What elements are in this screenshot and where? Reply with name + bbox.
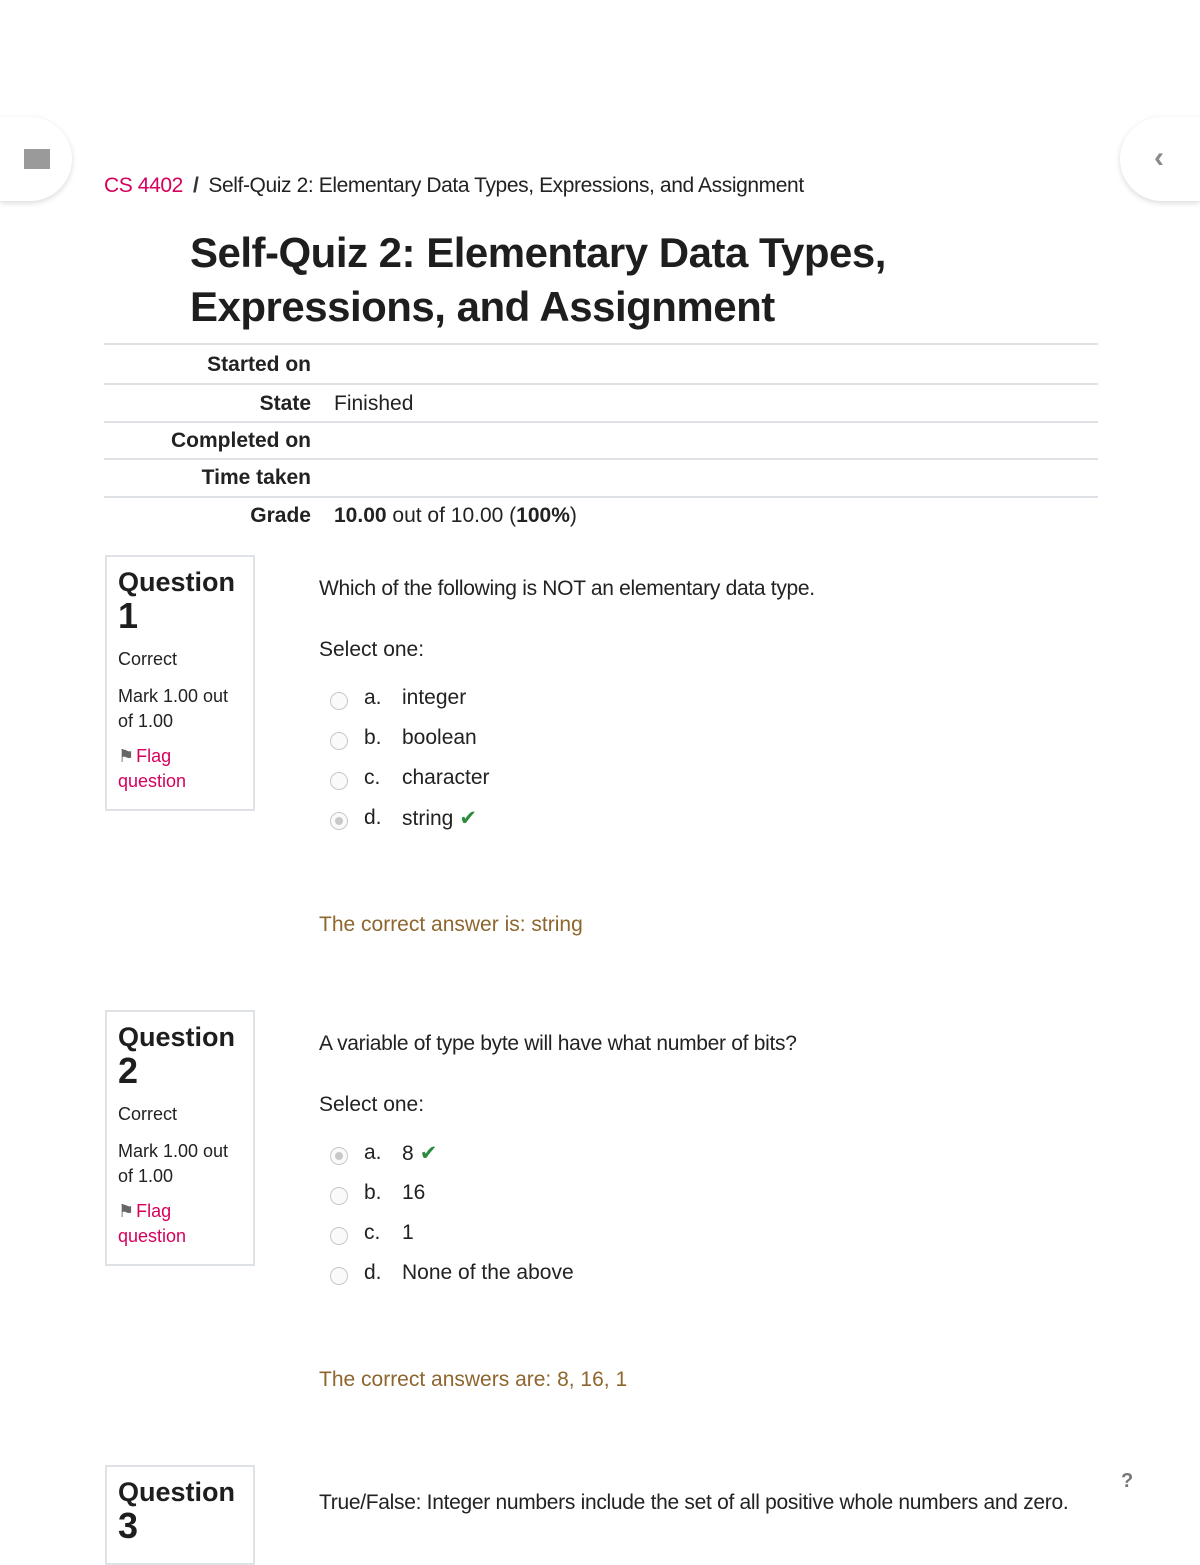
option-text: 8 bbox=[402, 1142, 414, 1165]
help-icon[interactable]: ? bbox=[1121, 1470, 1134, 1492]
flag-question-label: Flag question bbox=[118, 1201, 187, 1246]
time-taken-label: Time taken bbox=[201, 466, 311, 489]
option-letter: a. bbox=[364, 686, 382, 709]
state-value: Finished bbox=[334, 392, 414, 415]
check-icon: ✔ bbox=[419, 1142, 438, 1165]
started-on-label: Started on bbox=[207, 353, 311, 376]
question-state: Correct bbox=[118, 1104, 178, 1124]
summary-row-grade bbox=[104, 496, 1098, 538]
question-state: Correct bbox=[118, 649, 178, 669]
question-number: 2 bbox=[118, 1050, 139, 1091]
question-2-right-answer: The correct answers are: 8, 16, 1 bbox=[319, 1368, 628, 1391]
question-2-text: A variable of type byte will have what number of bits? bbox=[319, 1032, 797, 1055]
grade-percent: 100% bbox=[516, 504, 570, 527]
summary-row-completed bbox=[104, 421, 1098, 458]
attempt-summary-table bbox=[104, 343, 1098, 538]
radio-button-checked[interactable] bbox=[330, 812, 348, 830]
summary-row-time bbox=[104, 458, 1098, 496]
page-title: Self-Quiz 2: Elementary Data Types, Expressions, and Assignment bbox=[190, 229, 886, 330]
flag-question-link[interactable] bbox=[118, 1199, 243, 1249]
option-letter: d. bbox=[364, 1261, 382, 1284]
option-text: character bbox=[402, 766, 490, 789]
chevron-left-icon: ‹ bbox=[1154, 141, 1164, 174]
drawer-toggle-button[interactable] bbox=[0, 117, 72, 201]
breadcrumb bbox=[104, 174, 804, 198]
radio-button[interactable] bbox=[330, 1267, 348, 1285]
breadcrumb-course-link[interactable]: CS 4402 bbox=[104, 174, 183, 197]
breadcrumb-separator: / bbox=[192, 174, 199, 197]
radio-button[interactable] bbox=[330, 732, 348, 750]
question-1-info bbox=[105, 555, 255, 811]
grade-max: out of 10.00 ( bbox=[386, 504, 517, 527]
summary-row-started bbox=[104, 343, 1098, 383]
summary-row-state bbox=[104, 383, 1098, 421]
question-1-right-answer: The correct answer is: string bbox=[319, 913, 583, 936]
option-text: integer bbox=[402, 686, 467, 709]
radio-button[interactable] bbox=[330, 1187, 348, 1205]
radio-button-checked[interactable] bbox=[330, 1147, 348, 1165]
menu-icon bbox=[24, 149, 50, 169]
question-3-info bbox=[105, 1465, 255, 1565]
flag-question-label: Flag question bbox=[118, 746, 187, 791]
question-number: 1 bbox=[118, 595, 139, 636]
option-text: 1 bbox=[402, 1221, 414, 1244]
question-number: 3 bbox=[118, 1505, 139, 1546]
option-letter: b. bbox=[364, 726, 382, 749]
right-drawer-toggle-button[interactable] bbox=[1120, 117, 1200, 201]
option-text: boolean bbox=[402, 726, 477, 749]
flag-icon: ⚑ bbox=[118, 746, 135, 766]
question-label: Question bbox=[118, 1022, 236, 1052]
breadcrumb-current[interactable]: Self-Quiz 2: Elementary Data Types, Expressions, and Assignment bbox=[208, 174, 804, 197]
completed-on-label: Completed on bbox=[171, 429, 311, 452]
question-3-text: True/False: Integer numbers include the set of all positive whole numbers and zero. bbox=[319, 1491, 1069, 1514]
flag-question-link[interactable] bbox=[118, 744, 243, 794]
state-label: State bbox=[259, 392, 311, 415]
flag-icon: ⚑ bbox=[118, 1201, 135, 1221]
option-letter: a. bbox=[364, 1141, 382, 1164]
radio-button[interactable] bbox=[330, 692, 348, 710]
option-text: 16 bbox=[402, 1181, 426, 1204]
question-label: Question bbox=[118, 567, 236, 597]
option-text-wrap bbox=[402, 806, 477, 831]
option-letter: c. bbox=[364, 1221, 381, 1244]
radio-button[interactable] bbox=[330, 1227, 348, 1245]
question-1-prompt: Select one: bbox=[319, 638, 425, 661]
radio-button[interactable] bbox=[330, 772, 348, 790]
question-2-prompt: Select one: bbox=[319, 1093, 425, 1116]
grade-label: Grade bbox=[250, 504, 311, 527]
question-mark: Mark 1.00 out of 1.00 bbox=[118, 1141, 229, 1186]
question-mark: Mark 1.00 out of 1.00 bbox=[118, 686, 229, 731]
grade-close: ) bbox=[569, 504, 577, 527]
option-text-wrap bbox=[402, 1141, 437, 1166]
check-icon: ✔ bbox=[459, 807, 477, 830]
question-label: Question bbox=[118, 1477, 236, 1507]
question-2-info bbox=[105, 1010, 255, 1266]
option-letter: c. bbox=[364, 766, 381, 789]
grade-score: 10.00 bbox=[334, 504, 387, 527]
option-letter: d. bbox=[364, 806, 382, 829]
option-text: string bbox=[402, 807, 454, 830]
question-1-text: Which of the following is NOT an elementary data type. bbox=[319, 577, 815, 600]
grade-value bbox=[334, 504, 577, 528]
option-letter: b. bbox=[364, 1181, 382, 1204]
option-text: None of the above bbox=[402, 1261, 574, 1284]
